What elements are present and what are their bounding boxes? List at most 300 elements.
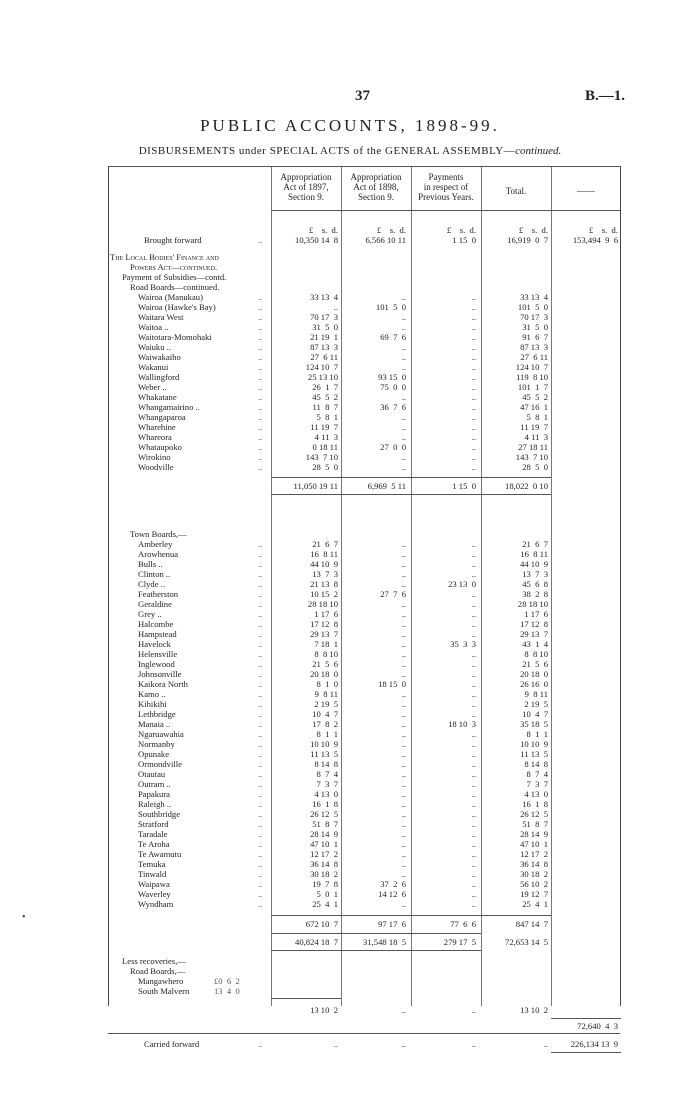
amount-c1: 87 13 3 xyxy=(310,342,338,352)
amount-c2: .. xyxy=(401,819,406,829)
town-board-name: Havelock xyxy=(138,639,171,649)
amount-c4: 45 5 2 xyxy=(522,392,548,402)
amount-c4: 91 6 7 xyxy=(522,332,548,342)
recovery-amount: £0 6 2 xyxy=(214,976,240,986)
amount-c3: 1 15 0 xyxy=(452,235,476,245)
amount-c3: .. xyxy=(471,462,476,472)
table-row xyxy=(108,659,628,669)
table-row xyxy=(108,619,628,629)
amount-c3: .. xyxy=(471,322,476,332)
amount-c1: 26 12 5 xyxy=(310,809,338,819)
amount-c4: 35 18 5 xyxy=(520,719,548,729)
recovery-name: Mangawhero xyxy=(138,976,184,986)
leader-dots: .. xyxy=(258,559,263,569)
amount-c3: .. xyxy=(471,589,476,599)
amount-c4: 26 16 0 xyxy=(520,679,548,689)
amount-c2: 27 0 0 xyxy=(380,442,406,452)
amount-c2: 101 5 0 xyxy=(375,302,406,312)
section-heading xyxy=(108,252,628,262)
section-heading-1: The Local Bodies' Finance and xyxy=(110,252,219,262)
amount-c2: .. xyxy=(401,859,406,869)
leader-dots: .. xyxy=(258,579,263,589)
leader-dots: .. xyxy=(258,889,263,899)
amount-c4: 7 3 7 xyxy=(526,779,548,789)
table-row xyxy=(108,739,628,749)
road-board-name: Waitotara-Momohaki xyxy=(138,332,212,342)
amount-c3: .. xyxy=(471,709,476,719)
amount-c4: 17 12 8 xyxy=(520,619,548,629)
table-row xyxy=(108,699,628,709)
brought-forward-row xyxy=(108,235,628,245)
town-board-name: Ngaruawahia xyxy=(138,729,184,739)
leader-dots: .. xyxy=(258,699,263,709)
town-board-name: Bulls .. xyxy=(138,559,163,569)
amount-c1: 29 13 7 xyxy=(310,629,338,639)
amount-c4: 21 6 7 xyxy=(522,539,548,549)
amount-c1: 19 7 8 xyxy=(312,879,338,889)
less-recoveries-label: Less recoveries,— xyxy=(122,956,186,966)
amount-c2: 37 2 6 xyxy=(380,879,406,889)
leader-dots: .. xyxy=(258,759,263,769)
col-header-total xyxy=(481,186,551,196)
less-recoveries xyxy=(108,956,628,966)
leader-dots: .. xyxy=(258,619,263,629)
amount-c3: .. xyxy=(471,402,476,412)
page-subtitle xyxy=(0,145,700,157)
amount-c2: .. xyxy=(401,452,406,462)
town-board-name: Halcombe xyxy=(138,619,174,629)
amount-c2: .. xyxy=(401,322,406,332)
amount-c2: .. xyxy=(401,559,406,569)
amount-c3: .. xyxy=(471,659,476,669)
leader-dots: .. xyxy=(258,689,263,699)
table-row xyxy=(108,312,628,322)
amount-c2: 27 7 6 xyxy=(380,589,406,599)
road-board-name: Wairoa (Hawke's Bay) xyxy=(138,302,216,312)
amount-c4: 25 4 1 xyxy=(522,899,548,909)
amount-c3: 23 13 0 xyxy=(448,579,476,589)
amount-c1: 11 8 7 xyxy=(312,402,338,412)
amount-c1: 25 13 10 xyxy=(307,372,338,382)
table-row xyxy=(108,382,628,392)
leader-dots: .. xyxy=(258,432,263,442)
amount-c4: 124 10 7 xyxy=(515,362,548,372)
amount-c2: .. xyxy=(401,539,406,549)
leader-dots: .. xyxy=(258,352,263,362)
amount-c4: 51 8 7 xyxy=(522,819,548,829)
road-board-name: Wharehine xyxy=(138,422,176,432)
currency-c4: £ s. d. xyxy=(518,225,548,235)
leader-dots: .. xyxy=(258,462,263,472)
table-row xyxy=(108,342,628,352)
subtitle-continued: continued. xyxy=(515,145,562,157)
amount-c4: 8 8 10 xyxy=(524,649,548,659)
amount-c3: .. xyxy=(471,799,476,809)
table-row xyxy=(108,879,628,889)
leader-dots: .. xyxy=(258,779,263,789)
leader-dots: .. xyxy=(258,769,263,779)
amount-c1: 16 1 8 xyxy=(312,799,338,809)
leader-dots: .. xyxy=(258,372,263,382)
amount-c3: .. xyxy=(471,629,476,639)
section-heading-4: Road Boards—continued. xyxy=(130,282,220,292)
table-row xyxy=(108,392,628,402)
amount-c4: 26 12 5 xyxy=(520,809,548,819)
road-board-name: Wairoa (Manukau) xyxy=(138,292,203,302)
table-row xyxy=(108,759,628,769)
amount-c1: 10 15 2 xyxy=(310,589,338,599)
amount-c3: .. xyxy=(471,689,476,699)
table-row xyxy=(108,749,628,759)
amount-c4: 143 7 10 xyxy=(515,452,548,462)
amount-c3: 279 17 5 xyxy=(443,937,476,947)
town-heading xyxy=(108,529,628,539)
amount-c1: 2 19 5 xyxy=(314,699,338,709)
amount-c4: 10 10 9 xyxy=(520,739,548,749)
town-board-name: Clyde .. xyxy=(138,579,165,589)
amount-c4: 21 5 6 xyxy=(522,659,548,669)
amount-c3: .. xyxy=(471,392,476,402)
amount-c2: .. xyxy=(401,412,406,422)
col-header-1898-text: Appropriation Act of 1898, Section 9. xyxy=(350,172,402,202)
amount-c3: .. xyxy=(471,849,476,859)
amount-c1: 40,824 18 7 xyxy=(295,937,338,947)
rule-total xyxy=(271,494,551,495)
amount-c4: 30 18 2 xyxy=(520,869,548,879)
amount-c1: 45 5 2 xyxy=(312,392,338,402)
table-row xyxy=(108,322,628,332)
amount-c3: .. xyxy=(471,569,476,579)
section-heading xyxy=(108,262,628,272)
amount-c4: 16 8 11 xyxy=(520,549,548,559)
amount-c1: 17 8 2 xyxy=(312,719,338,729)
rule-total xyxy=(551,1018,621,1019)
amount-c4: 44 10 9 xyxy=(520,559,548,569)
amount-c4: 29 13 7 xyxy=(520,629,548,639)
amount-c4: 8 1 1 xyxy=(526,729,548,739)
amount-c4: 8 7 4 xyxy=(526,769,548,779)
amount-c3: .. xyxy=(471,669,476,679)
amount-c4: 28 14 9 xyxy=(520,829,548,839)
leader-dots: .. xyxy=(258,789,263,799)
leader-dots: .. xyxy=(258,452,263,462)
amount-c2: .. xyxy=(401,759,406,769)
col-header-dash xyxy=(551,186,621,196)
leader-dots: .. xyxy=(258,332,263,342)
col-header-1897-text: Appropriation Act of 1897, Section 9. xyxy=(280,172,332,202)
amount-c3: .. xyxy=(471,312,476,322)
amount-c1: 11 19 7 xyxy=(310,422,338,432)
amount-c1: 124 10 7 xyxy=(305,362,338,372)
page-number: 37 xyxy=(355,88,370,104)
amount-c2: .. xyxy=(401,549,406,559)
amount-c2: 97 17 6 xyxy=(378,919,406,929)
table-row xyxy=(108,559,628,569)
rule-total xyxy=(271,998,341,999)
amount-c4: 28 5 0 xyxy=(522,462,548,472)
leader-dots: .. xyxy=(258,422,263,432)
amount-c2: .. xyxy=(401,809,406,819)
amount-c4: 10 4 7 xyxy=(522,709,548,719)
amount-c2: .. xyxy=(401,659,406,669)
amount-c2: .. xyxy=(401,422,406,432)
amount-c4: 31 5 0 xyxy=(522,322,548,332)
table-row xyxy=(108,579,628,589)
road-board-name: Woodville xyxy=(138,462,174,472)
table-row xyxy=(108,422,628,432)
amount-c4: 70 17 3 xyxy=(520,312,548,322)
amount-c2: 6,566 10 11 xyxy=(365,235,406,245)
amount-c1: 70 17 3 xyxy=(310,312,338,322)
amount-c2: .. xyxy=(401,609,406,619)
amount-c2: .. xyxy=(401,292,406,302)
table-row xyxy=(108,709,628,719)
town-board-name: Temuka xyxy=(138,859,166,869)
town-total-row xyxy=(108,919,628,929)
leader-dots: .. xyxy=(258,235,263,245)
amount-c3: .. xyxy=(471,539,476,549)
amount-c5: 226,134 13 9 xyxy=(570,1039,618,1049)
road-board-name: Weber .. xyxy=(138,382,167,392)
amount-c3: .. xyxy=(471,899,476,909)
town-board-name: Raleigh .. xyxy=(138,799,172,809)
town-board-name: Arowhenua xyxy=(138,549,179,559)
rule-top xyxy=(108,166,620,167)
amount-c2: .. xyxy=(401,599,406,609)
brought-forward-label: Brought forward xyxy=(144,235,202,245)
table-row xyxy=(108,589,628,599)
recovery-row xyxy=(108,986,628,996)
amount-c2: .. xyxy=(401,729,406,739)
amount-c1: 33 13 4 xyxy=(310,292,338,302)
amount-c4: 2 19 5 xyxy=(524,699,548,709)
table-row xyxy=(108,462,628,472)
section-heading xyxy=(108,282,628,292)
town-board-name: Waverley xyxy=(138,889,171,899)
table-row xyxy=(108,779,628,789)
amount-c3: .. xyxy=(471,819,476,829)
amount-c2: 31,548 18 5 xyxy=(363,937,406,947)
amount-c1: 143 7 10 xyxy=(305,452,338,462)
currency-c2: £ s. d. xyxy=(376,225,406,235)
amount-c2: 36 7 6 xyxy=(380,402,406,412)
amount-c4: 11 19 7 xyxy=(520,422,548,432)
leader-dots: .. xyxy=(258,819,263,829)
road-board-name: Whangaparoa xyxy=(138,412,186,422)
amount-c3: .. xyxy=(471,352,476,362)
amount-c3: .. xyxy=(471,879,476,889)
town-board-name: Kihikihi xyxy=(138,699,167,709)
table-row xyxy=(108,442,628,452)
table-row xyxy=(108,372,628,382)
amount-c4: 45 6 8 xyxy=(522,579,548,589)
amount-c3: 77 6 6 xyxy=(450,919,476,929)
amount-c3: .. xyxy=(471,619,476,629)
leader-dots: .. xyxy=(258,659,263,669)
amount-c4: 27 18 11 xyxy=(518,442,548,452)
amount-c3: .. xyxy=(471,1039,476,1049)
leader-dots: .. xyxy=(258,709,263,719)
leader-dots: .. xyxy=(258,1039,263,1049)
table-row xyxy=(108,679,628,689)
rule-total xyxy=(271,477,551,478)
leader-dots: .. xyxy=(258,312,263,322)
amount-c4: 13 10 2 xyxy=(520,1005,548,1015)
rule-total xyxy=(108,1033,620,1034)
amount-c1: 9 8 11 xyxy=(314,689,338,699)
amount-c3: .. xyxy=(471,779,476,789)
table-row xyxy=(108,599,628,609)
town-board-name: Tinwald xyxy=(138,869,167,879)
amount-c1: 7 3 7 xyxy=(316,779,338,789)
leader-dots: .. xyxy=(258,322,263,332)
subtitle-text: DISBURSEMENTS under SPECIAL ACTS of the GENERAL ASSEMBLY— xyxy=(138,145,516,157)
table-row xyxy=(108,859,628,869)
amount-c1: 51 8 7 xyxy=(312,819,338,829)
rule-total xyxy=(271,933,481,934)
amount-c3: .. xyxy=(471,759,476,769)
table-row xyxy=(108,549,628,559)
amount-c2: .. xyxy=(401,462,406,472)
leader-dots: .. xyxy=(258,879,263,889)
section-heading xyxy=(108,272,628,282)
amount-c3: .. xyxy=(471,749,476,759)
town-board-name: Ormondville xyxy=(138,759,182,769)
amount-c1: 10,350 14 8 xyxy=(295,235,338,245)
amount-c4: 11 13 5 xyxy=(520,749,548,759)
amount-c3: .. xyxy=(471,809,476,819)
road-board-name: Waitara West xyxy=(138,312,184,322)
leader-dots: .. xyxy=(258,729,263,739)
amount-c1: 28 14 9 xyxy=(310,829,338,839)
table-row xyxy=(108,569,628,579)
leader-dots: .. xyxy=(258,292,263,302)
leader-dots: .. xyxy=(258,829,263,839)
amount-c4: 36 14 8 xyxy=(520,859,548,869)
amount-c2: .. xyxy=(401,569,406,579)
amount-c1: 13 10 2 xyxy=(310,1005,338,1015)
amount-c3: .. xyxy=(471,332,476,342)
amount-c1: 10 4 7 xyxy=(312,709,338,719)
amount-c2: .. xyxy=(401,719,406,729)
page-reference: B.—1. xyxy=(585,88,626,104)
amount-c2: 69 7 6 xyxy=(380,332,406,342)
road-board-name: Waiwakaiho xyxy=(138,352,181,362)
carried-forward-label: Carried forward xyxy=(144,1039,200,1049)
amount-c3: .. xyxy=(471,442,476,452)
amount-c1: 21 13 8 xyxy=(310,579,338,589)
amount-c2: .. xyxy=(401,899,406,909)
table-row xyxy=(108,669,628,679)
amount-c3: .. xyxy=(471,362,476,372)
leader-dots: .. xyxy=(258,569,263,579)
amount-c4: 72,653 14 5 xyxy=(505,937,548,947)
amount-c3: .. xyxy=(471,679,476,689)
amount-c2: .. xyxy=(401,619,406,629)
amount-c1: 4 11 3 xyxy=(314,432,338,442)
amount-c4: 87 13 3 xyxy=(520,342,548,352)
amount-c1: 11,050 19 11 xyxy=(293,481,338,491)
leader-dots: .. xyxy=(258,382,263,392)
table-row xyxy=(108,829,628,839)
amount-c3: .. xyxy=(471,839,476,849)
amount-c2: .. xyxy=(401,649,406,659)
table-row xyxy=(108,729,628,739)
section-heading-3: Payment of Subsidies—contd. xyxy=(122,272,227,282)
recovery-sub xyxy=(108,966,628,976)
amount-c4: 4 13 0 xyxy=(524,789,548,799)
leader-dots: .. xyxy=(258,719,263,729)
amount-c3: .. xyxy=(471,382,476,392)
amount-c4: 43 1 4 xyxy=(522,639,548,649)
amount-c2: .. xyxy=(401,829,406,839)
amount-c4: 27 6 11 xyxy=(520,352,548,362)
amount-c4: 47 10 1 xyxy=(520,839,548,849)
amount-c3: .. xyxy=(471,739,476,749)
table-row xyxy=(108,352,628,362)
amount-c4: 9 8 11 xyxy=(524,689,548,699)
amount-c4: 16,919 0 7 xyxy=(507,235,548,245)
amount-c2: .. xyxy=(401,1005,406,1015)
town-board-name: Te Aroha xyxy=(138,839,170,849)
amount-c4: 1 17 6 xyxy=(524,609,548,619)
col-header-dash-text: —— xyxy=(577,186,595,196)
amount-c2: 75 0 0 xyxy=(380,382,406,392)
road-board-name: Wirokino xyxy=(138,452,171,462)
amount-c1: 26 1 7 xyxy=(312,382,338,392)
amount-c1: 21 5 6 xyxy=(312,659,338,669)
amount-c3: .. xyxy=(471,549,476,559)
amount-c1: 12 17 2 xyxy=(310,849,338,859)
leader-dots: .. xyxy=(258,342,263,352)
leader-dots: .. xyxy=(258,679,263,689)
town-board-name: Normanby xyxy=(138,739,175,749)
amount-c2: .. xyxy=(401,579,406,589)
town-board-name: Grey .. xyxy=(138,609,162,619)
leader-dots: .. xyxy=(258,859,263,869)
amount-c1: 21 6 7 xyxy=(312,539,338,549)
currency-c3: £ s. d. xyxy=(446,225,476,235)
amount-c1: 20 18 0 xyxy=(310,669,338,679)
town-board-name: Lethbridge xyxy=(138,709,176,719)
leader-dots: .. xyxy=(258,549,263,559)
leader-dots: .. xyxy=(258,799,263,809)
amount-c2: .. xyxy=(401,779,406,789)
road-board-name: Wakanui xyxy=(138,362,169,372)
table-row xyxy=(108,609,628,619)
leader-dots: .. xyxy=(258,639,263,649)
amount-c2: .. xyxy=(401,342,406,352)
table-row xyxy=(108,889,628,899)
amount-c4: 33 13 4 xyxy=(520,292,548,302)
rule-total xyxy=(551,1052,621,1053)
road-board-name: Whareora xyxy=(138,432,172,442)
table-row xyxy=(108,689,628,699)
table-row xyxy=(108,819,628,829)
amount-c3: 18 10 3 xyxy=(448,719,476,729)
town-board-name: Southbridge xyxy=(138,809,181,819)
town-board-name: Featherston xyxy=(138,589,179,599)
leader-dots: .. xyxy=(258,749,263,759)
road-board-name: Waitoa .. xyxy=(138,322,169,332)
town-board-name: Kaikora North xyxy=(138,679,188,689)
amount-c3: .. xyxy=(471,422,476,432)
leader-dots: .. xyxy=(258,442,263,452)
amount-c2: .. xyxy=(401,432,406,442)
amount-c1: 10 10 9 xyxy=(310,739,338,749)
leader-dots: .. xyxy=(258,539,263,549)
amount-c4: 101 5 0 xyxy=(517,302,548,312)
